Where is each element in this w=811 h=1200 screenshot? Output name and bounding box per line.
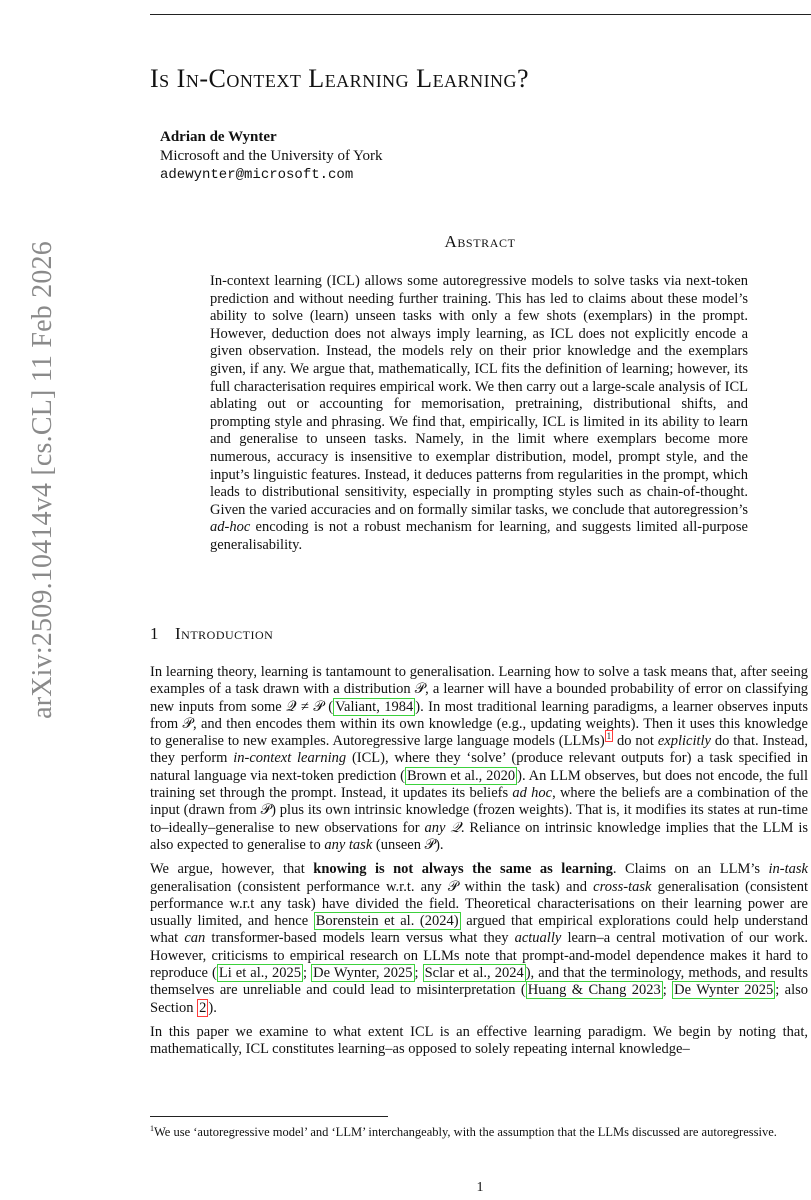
abstract-emphasis: ad-hoc bbox=[210, 519, 251, 536]
citation-link[interactable]: Valiant, 1984 bbox=[335, 698, 414, 715]
footnote-mark: 1 bbox=[150, 1124, 154, 1133]
section-heading bbox=[150, 624, 273, 644]
citation-link[interactable]: Borenstein et al. (2024) bbox=[315, 913, 459, 930]
paragraph-3: In this paper we examine to what extent ICL is an effective learning paradigm. We begin by noting that, mathematically, ICL constitutes learning–as opposed to solely repeating internal knowledge– bbox=[150, 1023, 808, 1058]
citation-link[interactable]: Brown et al., 2020 bbox=[407, 767, 516, 784]
footnote-rule bbox=[150, 1116, 388, 1117]
emphasis: in-task bbox=[768, 861, 808, 878]
text: (ICL), where they ‘solve’ (produce relevant outputs for) a task specified in natural language via next-token prediction ( bbox=[150, 750, 809, 784]
author-block bbox=[160, 128, 382, 185]
text: ; bbox=[662, 982, 673, 999]
text: In learning theory, learning is tantamount to generalisation. Learning how to solve a task means that, after seeing examples of a task drawn with a distribution 𝒫, a learner will have a bounded probability of error on classifying new inputs from some 𝒬 ≠ 𝒫 ( bbox=[150, 664, 808, 715]
citation-link[interactable]: Sclar et al., 2024 bbox=[424, 965, 524, 982]
text: generalisation (consistent performance w.r.t. any 𝒫 within the task) and bbox=[150, 878, 594, 895]
bold-claim: knowing is not always the same as learning bbox=[313, 861, 613, 878]
abstract-heading: Abstract bbox=[444, 232, 516, 251]
footnote-link[interactable]: 1 bbox=[606, 731, 612, 742]
text: transformer-based models learn versus what they bbox=[205, 930, 515, 947]
author-name: Adrian de Wynter bbox=[160, 129, 277, 145]
text: learn–a central motivation of our work. However, criticisms to empirical research on LLMs note that prompt-and-model dependence makes it hard to reproduce ( bbox=[150, 930, 808, 982]
arxiv-sidebar bbox=[0, 0, 58, 1200]
text: ), and that the terminology, methods, and results themselves are unreliable and could lead to misinterpretation ( bbox=[150, 965, 808, 999]
emphasis: cross-task bbox=[593, 878, 652, 895]
citation-link[interactable]: Huang & Chang 2023 bbox=[527, 982, 661, 999]
paper-title: Is In-Context Learning Learning? bbox=[150, 64, 530, 93]
citation-link[interactable]: De Wynter 2025 bbox=[674, 982, 774, 999]
emphasis: in-context learning bbox=[233, 750, 347, 767]
text: ; bbox=[303, 965, 312, 982]
text: , where the beliefs are a combination of the input (drawn from 𝒫) plus its own intrinsic knowledge (frozen weights). That is, it modifies its states at run-time to–ideally–generalise to new observations for bbox=[150, 785, 809, 836]
text: do that. Instead, they perform bbox=[150, 733, 808, 767]
arxiv-identifier[interactable]: arXiv:2509.10414v4 [cs.CL] 11 Feb 2026 bbox=[27, 241, 58, 719]
section-body bbox=[150, 664, 808, 1066]
author-affiliation: Microsoft and the University of York bbox=[160, 148, 383, 164]
text: ). An LLM observes, but does not encode, the full training set through the prompt. Instead, it updates its beliefs bbox=[150, 767, 808, 802]
section-number: 1 bbox=[150, 624, 159, 643]
text: ). In most traditional learning paradigms, a learner observes inputs from 𝒫, and then encodes them within its own knowledge (e.g., updating weights). Then it uses this knowledge to generalise to new examples. Autoregressive large language models (LLMs) bbox=[150, 698, 808, 750]
emphasis: can bbox=[184, 930, 206, 947]
paragraph-1 bbox=[150, 664, 808, 854]
abstract-body: In-context learning (ICL) allows some autoregressive models to solve tasks via next-token prediction and without needing further training. This has led to claims about these model’s ability to solve (learn) unseen tasks with only a few shots (exemplars) in the prompt. However, deduction does not always imply learning, as ICL does not explicitly encode a given observation. Instead, the models rely on their prior knowledge and the exemplars given, if any. We argue that, mathematically, ICL fits the definition of learning; however, its full characterisation requires empirical work. We then carry out a large-scale analysis of ICL ablating out or accounting for memorisation, pretraining, distributional shifts, and prompting style and phrasing. We find that, empirically, ICL is limited in its ability to learn and generalise to unseen tasks. Namely, in the limit where exemplars become more numerous, accuracy is insensitive to exemplar distribution, model, prompt style, and the input’s linguistic features. Instead, it deduces patterns from regularities in the prompt, which leads to distributional sensitivity, especially in prompting styles such as chain-of-thought. Given the varied accuracies and on formally similar tasks, we conclude that autoregression’s bbox=[210, 273, 748, 518]
text: ). bbox=[208, 999, 217, 1016]
section-title: Introduction bbox=[175, 624, 274, 643]
text: ; bbox=[414, 965, 423, 982]
citation-link[interactable]: De Wynter, 2025 bbox=[313, 965, 413, 982]
emphasis: ad hoc bbox=[512, 785, 553, 802]
text: . Reliance on intrinsic knowledge implies that the LLM is also expected to generalise to bbox=[150, 819, 808, 853]
footnote bbox=[150, 1121, 808, 1141]
top-rule bbox=[150, 14, 811, 15]
text: ; also Section bbox=[150, 982, 808, 1016]
emphasis: explicitly bbox=[657, 733, 711, 750]
text: (unseen 𝒫). bbox=[372, 836, 444, 853]
emphasis: any task bbox=[324, 836, 373, 853]
text: argued that empirical explorations could help understand what bbox=[150, 913, 808, 947]
emphasis: any 𝒬 bbox=[424, 819, 461, 836]
text: . Claims on an LLM’s bbox=[612, 861, 769, 878]
text: do not bbox=[613, 733, 658, 750]
text: We argue, however, that bbox=[150, 861, 314, 878]
text: generalisation (consistent performance w.r.t any task) have divided the field. Theoretical characterisations on their learning power are usually limited, and hence bbox=[150, 878, 808, 930]
paragraph-2 bbox=[150, 861, 808, 1017]
section-link[interactable]: 2 bbox=[199, 999, 207, 1016]
footnote-text: We use ‘autoregressive model’ and ‘LLM’ interchangeably, with the assumption that the LLMs discussed are autoregressive. bbox=[154, 1125, 777, 1140]
emphasis: actually bbox=[514, 930, 562, 947]
abstract-end: encoding is not a robust mechanism for learning, and suggests limited all-purpose generalisability. bbox=[210, 519, 748, 553]
page-number: 1 bbox=[476, 1180, 484, 1195]
citation-link[interactable]: Li et al., 2025 bbox=[218, 965, 302, 982]
abstract-text bbox=[210, 273, 748, 555]
author-email[interactable]: adewynter@microsoft.com bbox=[160, 167, 354, 183]
